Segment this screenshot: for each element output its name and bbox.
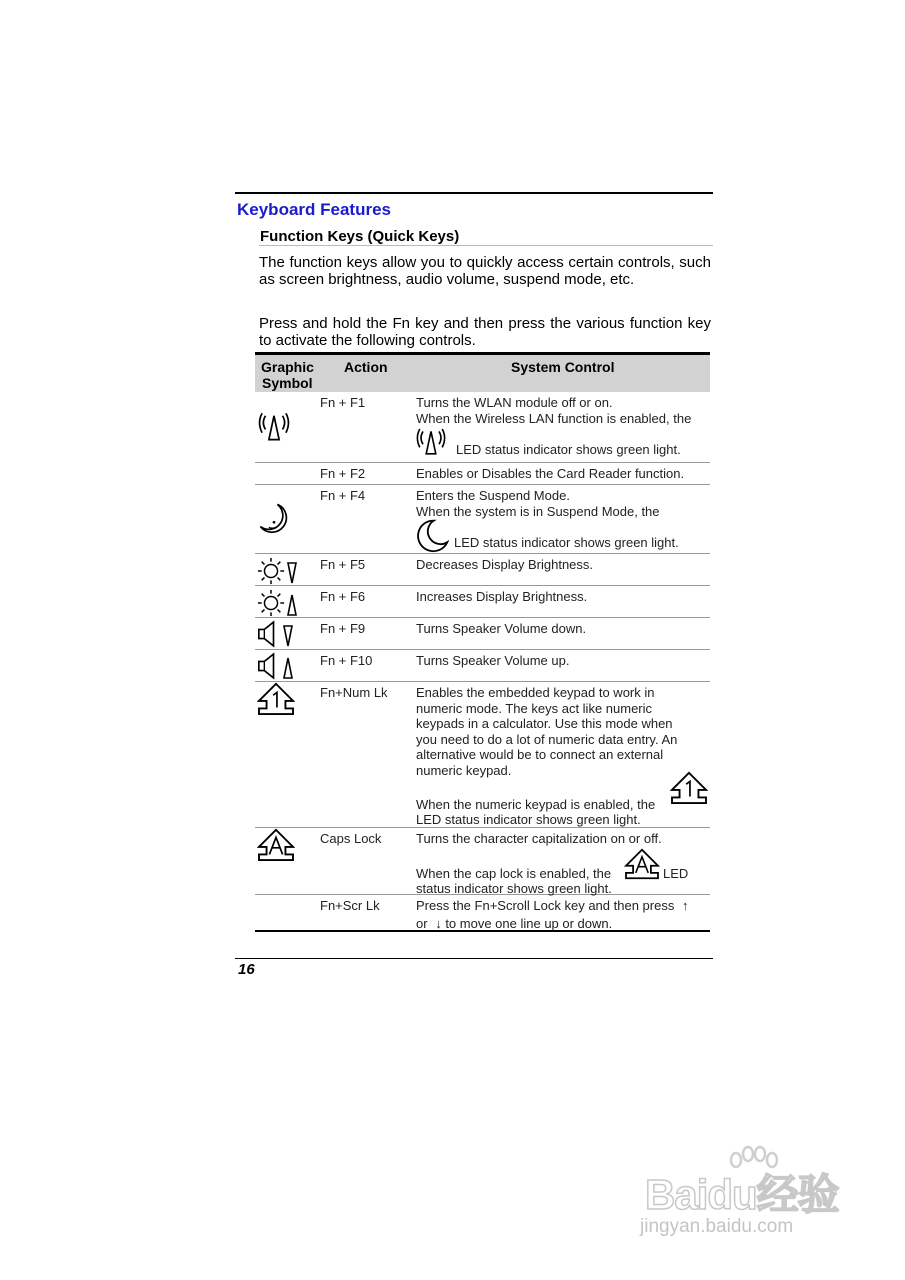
control-line: Decreases Display Brightness. — [416, 557, 594, 572]
header-graphic: Graphic — [261, 359, 314, 375]
row-action: Fn + F1 — [320, 395, 366, 410]
row-control — [416, 488, 708, 551]
header-symbol: Symbol — [262, 375, 313, 391]
table-row — [255, 392, 710, 463]
watermark — [640, 1140, 860, 1250]
down-arrow-icon: ↓ — [435, 915, 442, 931]
table-row — [255, 586, 710, 618]
table-row — [255, 485, 710, 554]
table-header — [255, 352, 710, 392]
row-action: Fn + F10 — [320, 653, 373, 668]
control-line: Enters the Suspend Mode. — [416, 488, 570, 503]
row-control — [416, 898, 708, 931]
row-control — [416, 466, 708, 482]
volume-down-icon — [257, 620, 293, 653]
suspend-moon-icon — [257, 500, 291, 536]
row-action: Fn + F6 — [320, 589, 366, 604]
wireless-antenna-icon — [414, 425, 448, 457]
subsection-rule — [259, 245, 713, 246]
control-line: Enables or Disables the Card Reader function. — [416, 466, 685, 481]
control-line: When the numeric keypad is enabled, the — [416, 796, 656, 812]
watermark-url: jingyan.baidu.com — [640, 1216, 794, 1237]
row-action: Caps Lock — [320, 831, 382, 846]
row-control — [416, 653, 708, 669]
intro-paragraph: The function keys allow you to quickly access certain controls, such as screen brightness, audio volume, suspend mode, etc. — [259, 254, 711, 288]
control-line: to move one line up or down. — [445, 915, 613, 931]
watermark-logo: Baidu经验 — [645, 1171, 839, 1218]
header-action: Action — [344, 359, 388, 375]
control-line: When the Wireless LAN function is enabled, the — [416, 410, 692, 426]
subsection-title: Function Keys (Quick Keys) — [260, 228, 460, 245]
control-line: Enables the embedded keypad to work in — [416, 685, 655, 700]
control-line: LED status indicator shows green light. — [416, 812, 641, 828]
table-row — [255, 463, 710, 485]
top-rule — [235, 192, 713, 194]
control-line: alternative would be to connect an external — [416, 747, 664, 763]
row-control — [416, 589, 708, 605]
row-action: Fn+Num Lk — [320, 685, 388, 700]
row-control — [416, 621, 708, 637]
page-number: 16 — [238, 961, 255, 978]
control-line: Increases Display Brightness. — [416, 589, 588, 604]
row-action: Fn + F4 — [320, 488, 366, 503]
num-lock-icon — [257, 682, 295, 716]
control-line: When the cap lock is enabled, the — [416, 865, 612, 881]
control-line: Turns the WLAN module off or on. — [416, 395, 613, 410]
caps-lock-icon — [257, 828, 295, 862]
volume-up-icon — [257, 652, 293, 685]
table-row — [255, 618, 710, 650]
control-line: status indicator shows green light. — [416, 881, 612, 897]
wireless-antenna-icon — [257, 408, 291, 444]
row-action: Fn + F2 — [320, 466, 366, 481]
bottom-rule — [235, 958, 713, 959]
row-action: Fn + F9 — [320, 621, 366, 636]
table-row — [255, 895, 710, 932]
row-control — [416, 685, 708, 828]
row-control — [416, 557, 708, 573]
control-line: numeric mode. The keys act like numeric — [416, 700, 653, 716]
instruction-paragraph: Press and hold the Fn key and then press the various function key to activate the following controls. — [259, 315, 711, 349]
control-line: LED status indicator shows green light. — [454, 535, 679, 551]
suspend-moon-icon — [414, 517, 450, 553]
num-lock-icon — [670, 771, 708, 805]
table-row — [255, 828, 710, 895]
row-action: Fn+Scr Lk — [320, 898, 380, 913]
control-line: Turns the character capitalization on or off. — [416, 831, 662, 846]
control-line: Press the Fn+Scroll Lock key and then press — [416, 898, 675, 913]
control-line: Turns Speaker Volume down. — [416, 621, 587, 636]
control-line: numeric keypad. — [416, 762, 512, 778]
row-action: Fn + F5 — [320, 557, 366, 572]
table-row — [255, 650, 710, 682]
table-row — [255, 682, 710, 828]
section-title: Keyboard Features — [237, 200, 391, 219]
caps-lock-icon — [624, 848, 660, 880]
control-line: you need to do a lot of numeric data entry. An — [416, 731, 678, 747]
row-control — [416, 831, 708, 897]
control-line: keypads in a calculator. Use this mode when — [416, 716, 673, 732]
table-row — [255, 554, 710, 586]
control-line: When the system is in Suspend Mode, the — [416, 503, 660, 519]
up-arrow-icon: ↑ — [681, 898, 689, 913]
control-line: LED — [663, 865, 689, 881]
header-system-control: System Control — [511, 359, 615, 375]
control-line: LED status indicator shows green light. — [456, 442, 681, 458]
control-line: or — [416, 915, 428, 931]
row-control — [416, 395, 708, 457]
control-line: Turns Speaker Volume up. — [416, 653, 570, 668]
